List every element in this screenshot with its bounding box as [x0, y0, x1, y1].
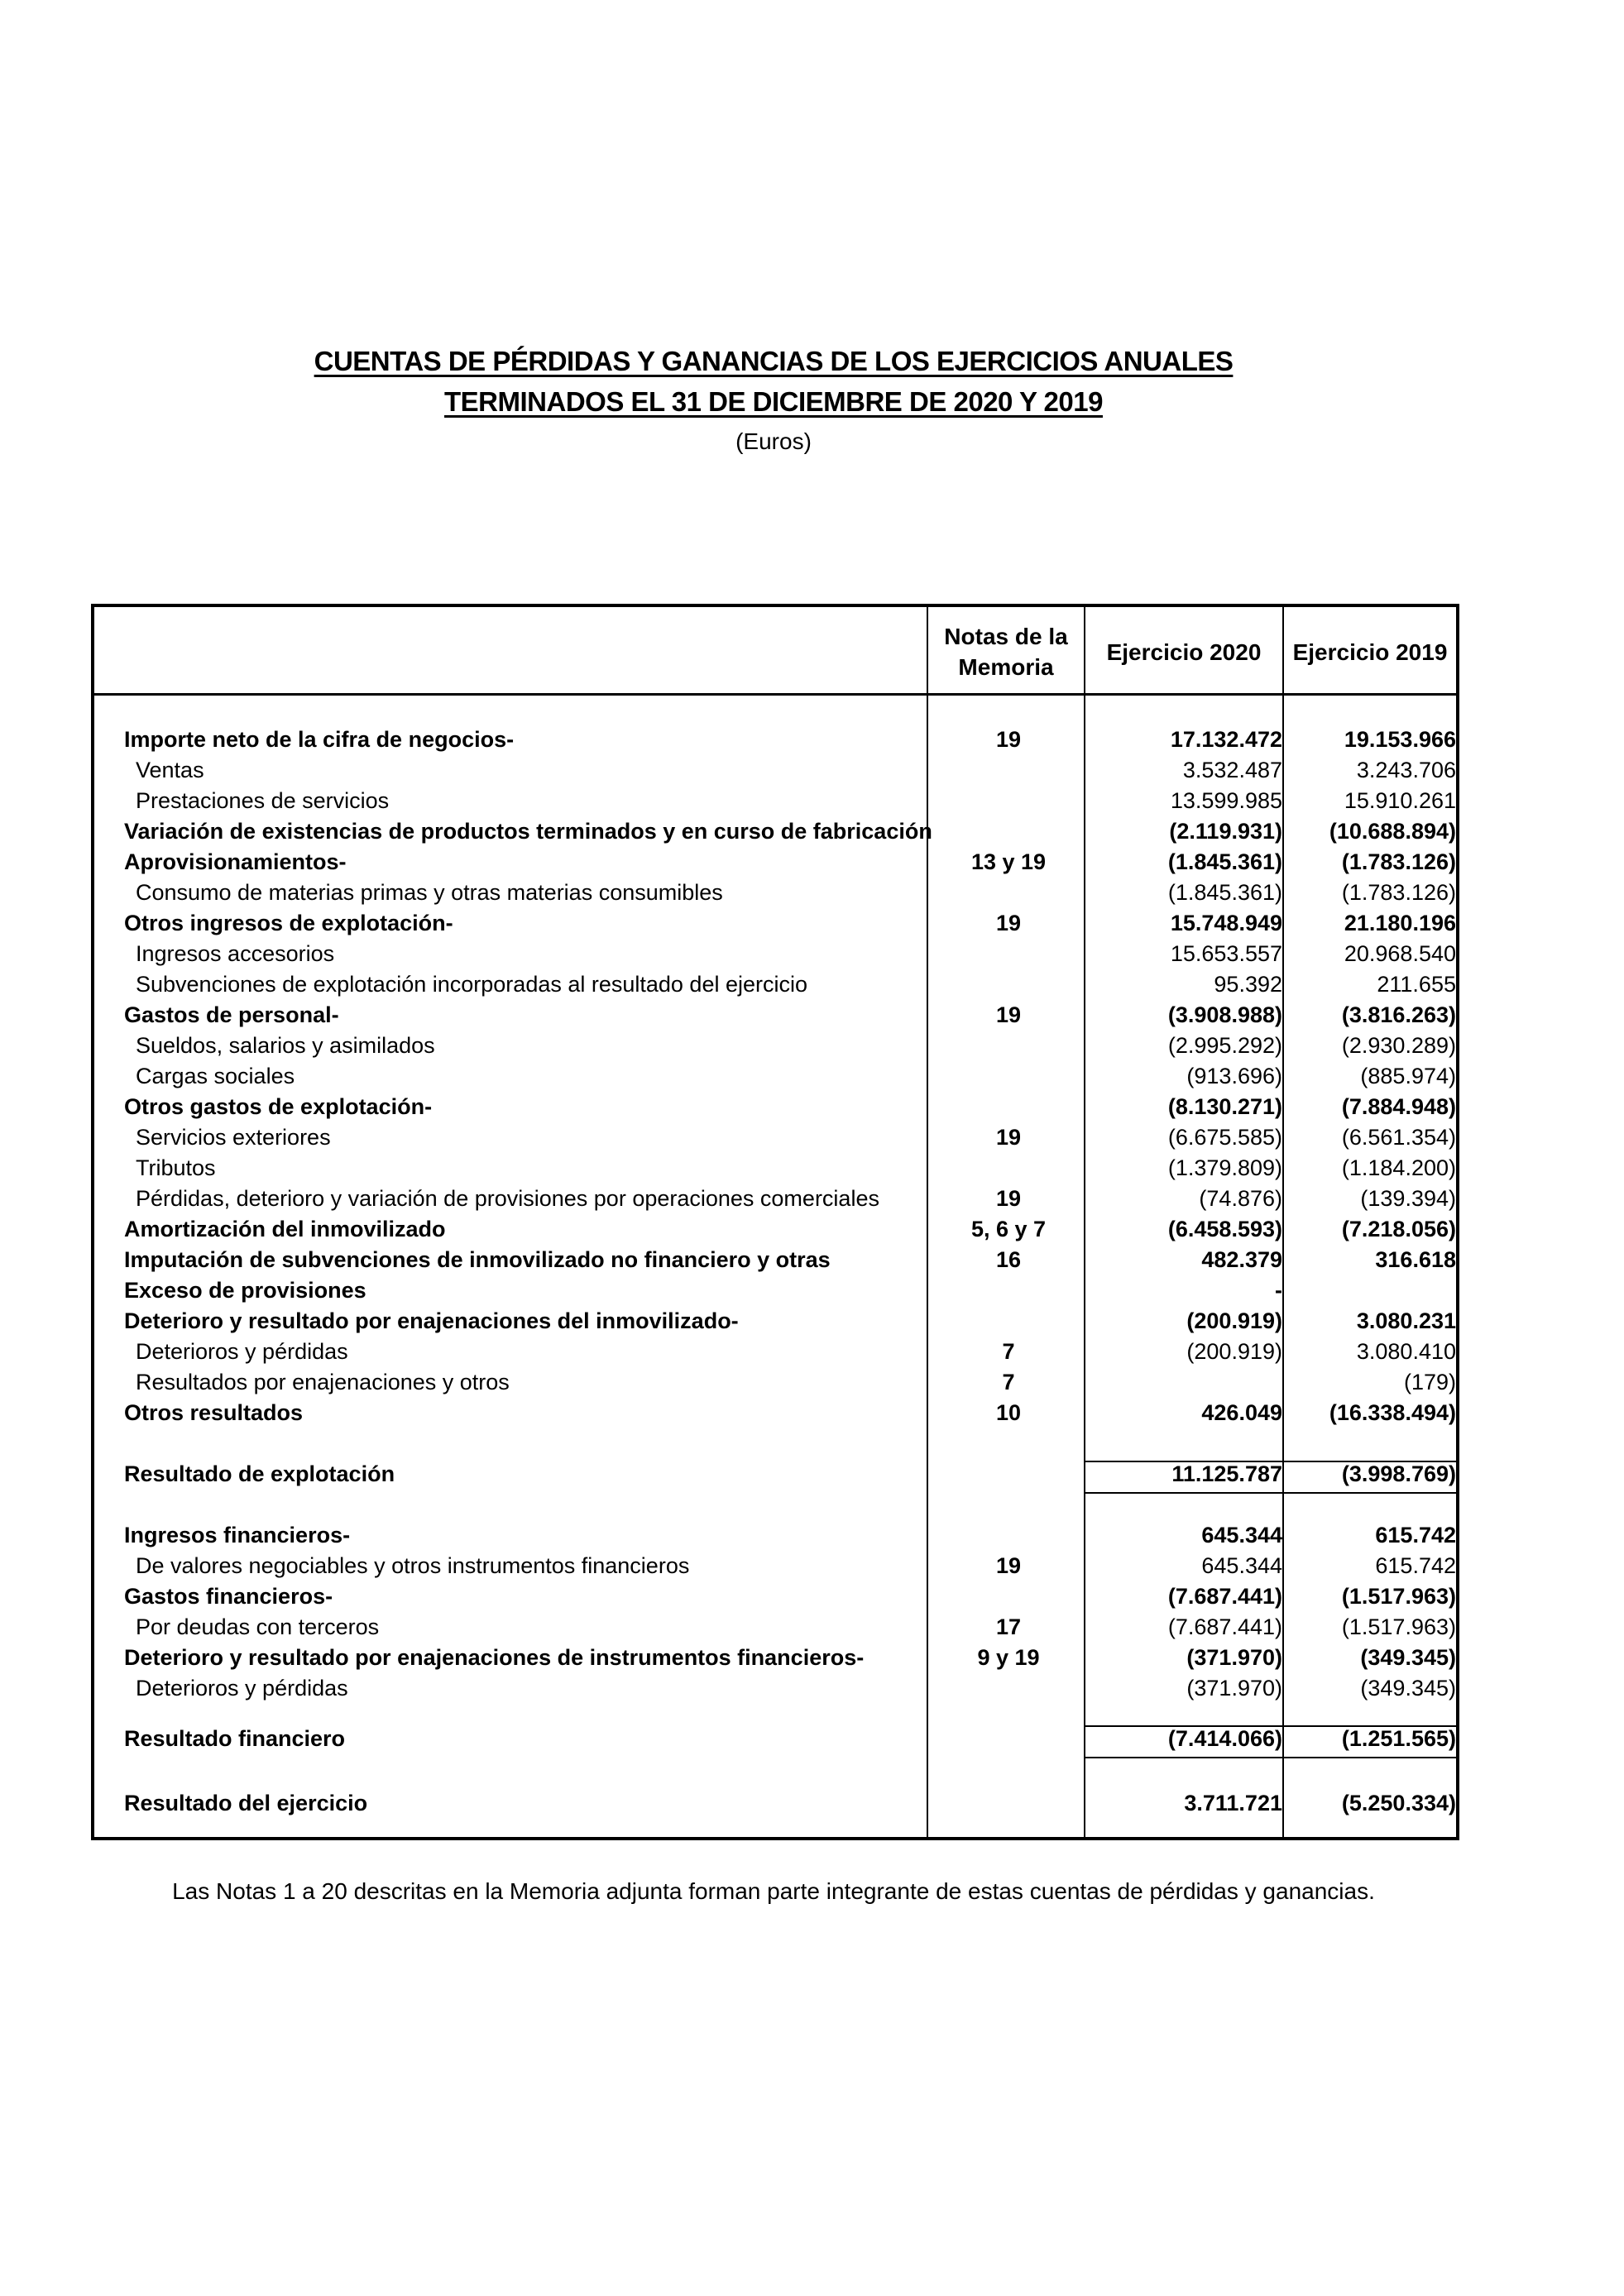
table-row	[94, 1367, 1456, 1398]
row-value-2019: (349.345)	[1360, 1676, 1456, 1700]
row-value-2019: (1.184.200)	[1341, 1155, 1456, 1180]
row-label: Ingresos accesorios	[136, 941, 335, 966]
table-row	[94, 1275, 1456, 1306]
row-note: 16	[995, 1247, 1022, 1272]
row-note: 5, 6 y 7	[970, 1217, 1047, 1241]
row-value-2019: (3.998.769)	[1341, 1461, 1456, 1486]
row-note: 19	[995, 911, 1022, 935]
row-value-2020: 13.599.985	[1170, 788, 1282, 813]
row-value-2020: -	[1275, 1278, 1282, 1303]
row-value-2019: (6.561.354)	[1341, 1125, 1456, 1150]
row-value-2020: (7.687.441)	[1167, 1584, 1282, 1609]
row-label: Pérdidas, deterioro y variación de provisiones por operaciones comerciales	[136, 1186, 879, 1211]
row-value-2019: (885.974)	[1360, 1064, 1456, 1088]
table-row	[94, 755, 1456, 786]
row-value-2019: (349.345)	[1360, 1645, 1456, 1670]
row-label: Imputación de subvenciones de inmovilizado no financiero y otras	[124, 1247, 831, 1272]
row-value-2020: (371.970)	[1186, 1676, 1282, 1700]
row-value-2020: 3.532.487	[1182, 758, 1282, 782]
row-value-2019: 20.968.540	[1344, 941, 1456, 966]
row-note: 10	[995, 1400, 1022, 1425]
row-note: 7	[1002, 1339, 1015, 1364]
row-value-2019: 21.180.196	[1344, 911, 1456, 935]
row-value-2020: 426.049	[1201, 1400, 1282, 1425]
row-label: Resultado del ejercicio	[124, 1791, 368, 1815]
row-label: Tributos	[136, 1155, 216, 1180]
row-value-2019: (1.783.126)	[1341, 880, 1456, 905]
row-value-2020: (2.119.931)	[1169, 819, 1282, 844]
table-row	[94, 1788, 1456, 1819]
row-label: Ventas	[136, 758, 204, 782]
row-label: Resultados por enajenaciones y otros	[136, 1370, 510, 1394]
row-value-2019: (7.884.948)	[1341, 1094, 1456, 1119]
table-row	[94, 1520, 1456, 1551]
row-value-2019: 15.910.261	[1344, 788, 1456, 813]
row-value-2020: (7.414.066)	[1167, 1726, 1282, 1751]
row-label: Servicios exteriores	[136, 1125, 331, 1150]
row-label: De valores negociables y otros instrumentos financieros	[136, 1553, 690, 1578]
row-value-2019: 3.243.706	[1356, 758, 1456, 782]
header-year-2020: Ejercicio 2020	[1106, 639, 1262, 665]
row-label: Deterioros y pérdidas	[136, 1676, 348, 1700]
table-row	[94, 1581, 1456, 1612]
table-row	[94, 1153, 1456, 1184]
row-value-2020: (3.908.988)	[1167, 1002, 1282, 1027]
row-label: Resultado de explotación	[124, 1461, 395, 1486]
row-value-2020: (200.919)	[1186, 1339, 1282, 1364]
row-value-2019: 3.080.410	[1356, 1339, 1456, 1364]
row-value-2020: (6.458.593)	[1167, 1217, 1282, 1241]
row-label: Ingresos financieros-	[124, 1523, 351, 1547]
row-note: 9 y 19	[977, 1645, 1040, 1670]
row-label: Prestaciones de servicios	[136, 788, 390, 813]
table-row	[94, 1459, 1456, 1490]
income-statement-table	[91, 604, 1459, 1840]
row-value-2020: (74.876)	[1199, 1186, 1282, 1211]
currency-unit: (Euros)	[735, 428, 812, 454]
document-title-line-2: TERMINADOS EL 31 DE DICIEMBRE DE 2020 Y 2019	[444, 386, 1103, 417]
table-row	[94, 1724, 1456, 1754]
table-row	[94, 908, 1456, 939]
row-note: 7	[1002, 1370, 1015, 1394]
row-label: Gastos financieros-	[124, 1584, 333, 1609]
row-value-2020: (6.675.585)	[1167, 1125, 1282, 1150]
table-row	[94, 939, 1456, 969]
table-row	[94, 1612, 1456, 1643]
table-row	[94, 1306, 1456, 1337]
row-value-2020: 645.344	[1201, 1523, 1282, 1547]
row-label: Cargas sociales	[136, 1064, 295, 1088]
header-year-2019: Ejercicio 2019	[1292, 639, 1448, 665]
row-label: Amortización del inmovilizado	[124, 1217, 446, 1241]
row-value-2020: 15.653.557	[1170, 941, 1282, 966]
row-value-2020: (200.919)	[1186, 1308, 1282, 1333]
table-row	[94, 878, 1456, 908]
table-row	[94, 1092, 1456, 1122]
table-row	[94, 1061, 1456, 1092]
row-value-2019: (1.517.963)	[1341, 1584, 1456, 1609]
header-notes: Notas de la Memoria	[944, 624, 1068, 680]
table-row	[94, 816, 1456, 847]
row-value-2020: (1.845.361)	[1167, 849, 1282, 874]
row-value-2020: 3.711.721	[1184, 1791, 1282, 1815]
row-value-2020: (8.130.271)	[1167, 1094, 1282, 1119]
row-label: Deterioro y resultado por enajenaciones de instrumentos financieros-	[124, 1645, 865, 1670]
row-value-2019: (2.930.289)	[1341, 1033, 1456, 1058]
row-value-2020: 15.748.949	[1170, 911, 1282, 935]
row-value-2019: (1.517.963)	[1341, 1614, 1456, 1639]
row-label: Importe neto de la cifra de negocios-	[124, 727, 515, 752]
row-label: Sueldos, salarios y asimilados	[136, 1033, 435, 1058]
row-value-2020: (1.379.809)	[1167, 1155, 1282, 1180]
row-note: 19	[995, 1002, 1022, 1027]
table-row	[94, 1245, 1456, 1275]
row-label: Otros ingresos de explotación-	[124, 911, 453, 935]
row-value-2019: (179)	[1403, 1370, 1456, 1394]
row-label: Consumo de materias primas y otras materias consumibles	[136, 880, 723, 905]
row-label: Resultado financiero	[124, 1726, 346, 1751]
row-label: Exceso de provisiones	[124, 1278, 366, 1303]
row-value-2020: 645.344	[1201, 1553, 1282, 1578]
row-value-2019: 615.742	[1375, 1523, 1456, 1547]
row-note: 19	[995, 1125, 1022, 1150]
document-title-line-1: CUENTAS DE PÉRDIDAS Y GANANCIAS DE LOS EJERCICIOS ANUALES	[314, 346, 1234, 376]
row-value-2019: 19.153.966	[1344, 727, 1456, 752]
row-value-2019: 211.655	[1377, 972, 1456, 997]
row-value-2019: (1.251.565)	[1341, 1726, 1456, 1751]
row-label: Otros gastos de explotación-	[124, 1094, 433, 1119]
row-value-2020: (371.970)	[1186, 1645, 1282, 1670]
footnote: Las Notas 1 a 20 descritas en la Memoria adjunta forman parte integrante de estas cuentas de pérdidas y ganancias.	[172, 1878, 1375, 1904]
table-row	[94, 1031, 1456, 1061]
row-value-2020: 95.392	[1214, 972, 1282, 997]
row-value-2019: (7.218.056)	[1341, 1217, 1456, 1241]
table-row	[94, 1643, 1456, 1673]
row-label: Por deudas con terceros	[136, 1614, 380, 1639]
row-label: Aprovisionamientos-	[124, 849, 347, 874]
row-label: Gastos de personal-	[124, 1002, 339, 1027]
table-row	[94, 1184, 1456, 1214]
row-value-2020: (2.995.292)	[1167, 1033, 1282, 1058]
row-value-2020: (913.696)	[1186, 1064, 1282, 1088]
row-value-2019: 3.080.231	[1356, 1308, 1456, 1333]
row-value-2019: (1.783.126)	[1341, 849, 1456, 874]
row-note: 13 y 19	[970, 849, 1047, 874]
row-value-2019: (139.394)	[1360, 1186, 1456, 1211]
row-label: Variación de existencias de productos terminados y en curso de fabricación	[124, 819, 932, 844]
table-row	[94, 725, 1456, 755]
row-note: 19	[995, 727, 1022, 752]
table-row	[94, 786, 1456, 816]
row-label: Deterioros y pérdidas	[136, 1339, 348, 1364]
row-value-2020: (1.845.361)	[1167, 880, 1282, 905]
table-row	[94, 1000, 1456, 1031]
table-row	[94, 1214, 1456, 1245]
row-note: 17	[995, 1614, 1022, 1639]
table-row	[94, 1673, 1456, 1704]
row-value-2019: (3.816.263)	[1341, 1002, 1456, 1027]
table-row	[94, 1551, 1456, 1581]
row-value-2019: 615.742	[1375, 1553, 1456, 1578]
table-row	[94, 969, 1456, 1000]
row-note: 19	[995, 1553, 1022, 1578]
row-value-2020: (7.687.441)	[1167, 1614, 1282, 1639]
row-value-2019: (10.688.894)	[1329, 819, 1456, 844]
row-note: 19	[995, 1186, 1022, 1211]
row-value-2019: (16.338.494)	[1329, 1400, 1456, 1425]
row-value-2019: 316.618	[1375, 1247, 1456, 1272]
row-value-2020: 482.379	[1201, 1247, 1282, 1272]
table-row	[94, 1337, 1456, 1367]
table-row	[94, 1398, 1456, 1428]
table-row	[94, 1122, 1456, 1153]
row-value-2019: (5.250.334)	[1341, 1791, 1456, 1815]
row-label: Subvenciones de explotación incorporadas al resultado del ejercicio	[136, 972, 808, 997]
row-label: Otros resultados	[124, 1400, 304, 1425]
row-value-2020: 11.125.787	[1171, 1461, 1282, 1486]
row-label: Deterioro y resultado por enajenaciones del inmovilizado-	[124, 1308, 739, 1333]
table-row	[94, 847, 1456, 878]
row-value-2020: 17.132.472	[1170, 727, 1282, 752]
